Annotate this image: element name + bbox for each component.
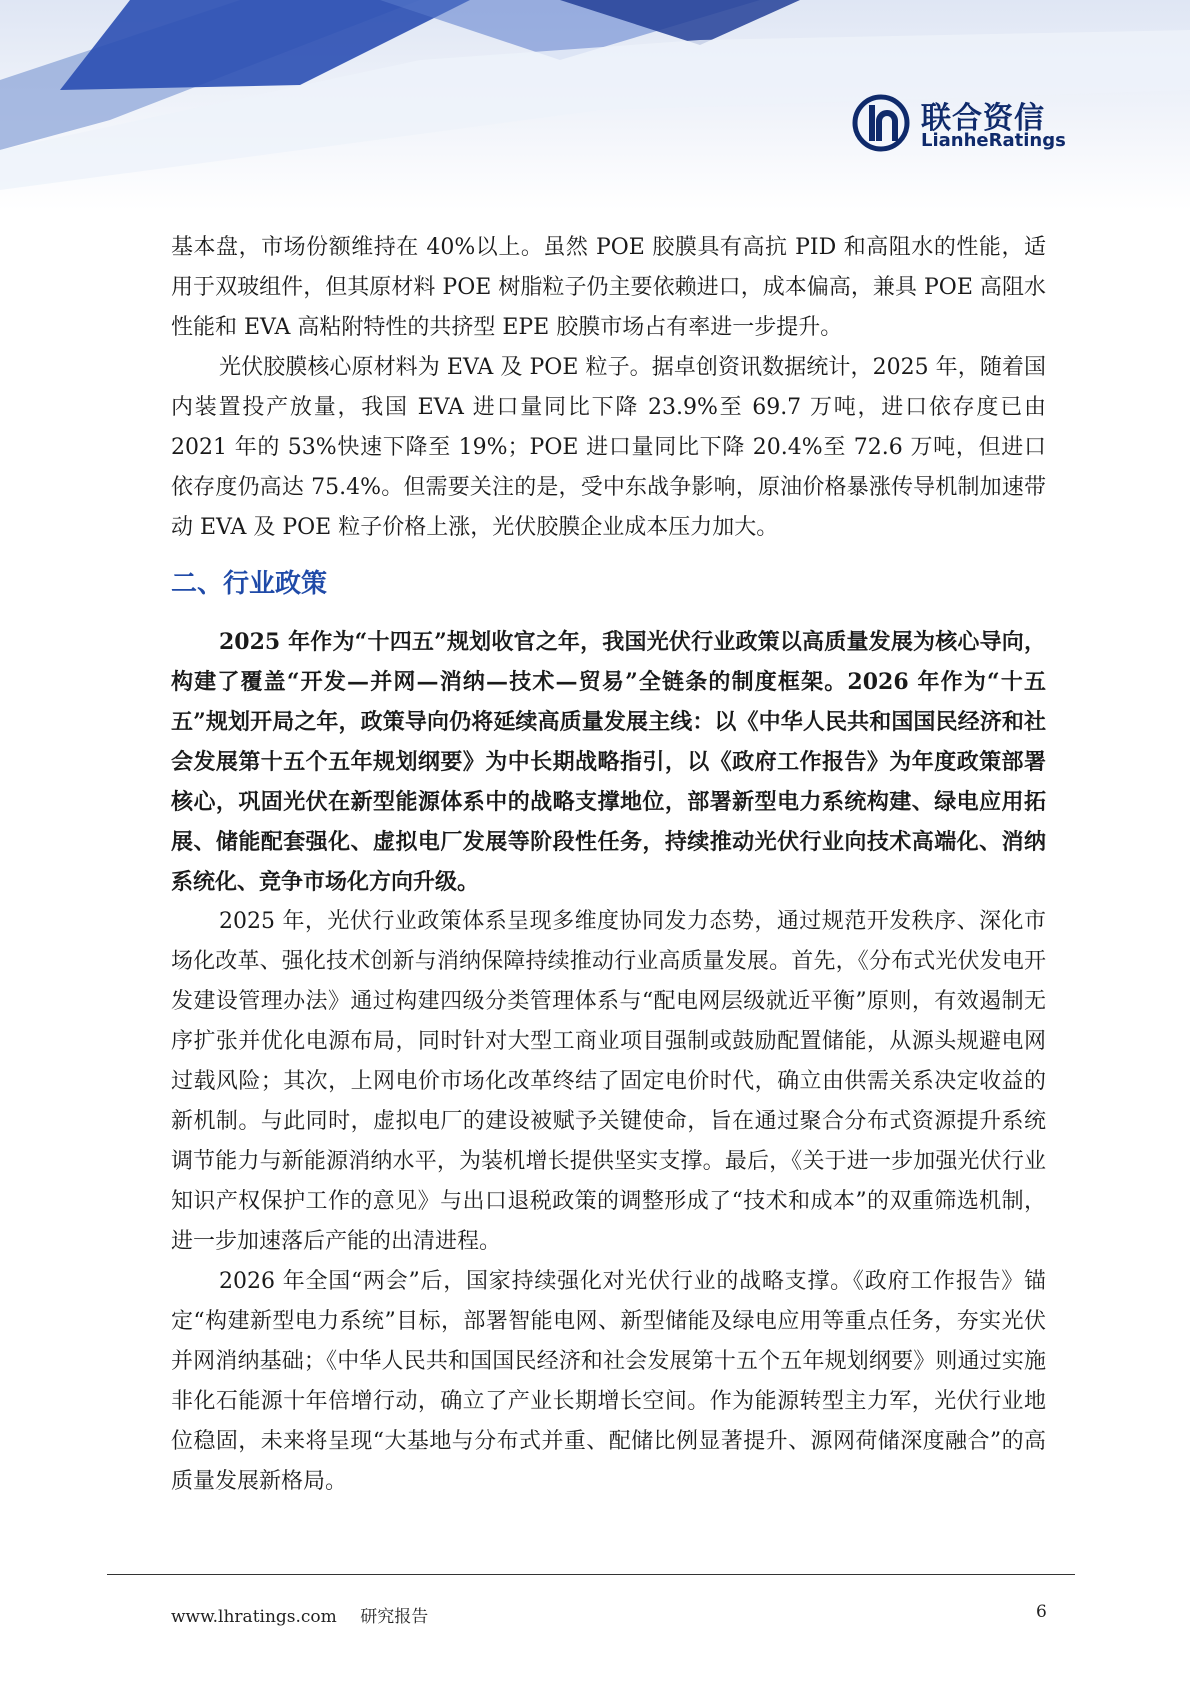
page-number: 6 <box>1036 1602 1047 1622</box>
paragraph-poe-market: 基本盘，市场份额维持在 40%以上。虽然 POE 胶膜具有高抗 PID 和高阻水的性能，适用于双玻组件，但其原材料 POE 树脂粒子仍主要依赖进口，成本偏高，兼具 POE 高阻水性能和 EVA 高粘附特性的共挤型 EPE 胶膜市场占有率进一步提升。 <box>171 235 1046 340</box>
paragraph-raw-materials: 光伏胶膜核心原材料为 EVA 及 POE 粒子。据卓创资讯数据统计，2025 年，随着国内装置投产放量，我国 EVA 进口量同比下降 23.9%至 69.7 万吨，进口依存度已由 2021 年的 53%快速下降至 19%；POE 进口量同比下降 20.4%至 72.6 万吨，但进口依存度仍高达 75.4%。但需要关注的是，受中东战争影响，原油价格暴涨传导机制加速带动 EVA 及 POE 粒子价格上涨，光伏胶膜企业成本压力加大。 <box>171 355 1046 540</box>
logo-english-name: LianheRatings <box>921 130 1066 151</box>
footer-divider <box>107 1574 1075 1575</box>
brand-logo <box>851 93 1066 153</box>
logo-chinese-name: 联合资信 <box>921 101 1045 136</box>
footer-website: www.lhratings.com <box>171 1607 337 1627</box>
section-heading-policy: 二、行业政策 <box>171 569 328 599</box>
paragraph-policy-2026: 2026 年全国“两会”后，国家持续强化对光伏行业的战略支撑。《政府工作报告》锚定“构建新型电力系统”目标，部署智能电网、新型储能及绿电应用等重点任务，夯实光伏并网消纳基础；《中华人民共和国国民经济和社会发展第十五个五年规划纲要》则通过实施非化石能源十年倍增行动，确立了产业长期增长空间。作为能源转型主力军，光伏行业地位稳固，未来将呈现“大基地与分布式并重、配储比例显著提升、源网荷储深度融合”的高质量发展新格局。 <box>171 1269 1046 1494</box>
paragraph-policy-summary: 2025 年作为“十四五”规划收官之年，我国光伏行业政策以高质量发展为核心导向，构建了覆盖“开发—并网—消纳—技术—贸易”全链条的制度框架。2026 年作为“十五五”规划开局之年，政策导向仍将延续高质量发展主线：以《中华人民共和国国民经济和社会发展第十五个五年规划纲要》为中长期战略指引，以《政府工作报告》为年度政策部署核心，巩固光伏在新型能源体系中的战略支撑地位，部署新型电力系统构建、绿电应用拓展、储能配套强化、虚拟电厂发展等阶段性任务，持续推动光伏行业向技术高端化、消纳系统化、竞争市场化方向升级。 <box>171 629 1046 895</box>
paragraph-policy-2025: 2025 年，光伏行业政策体系呈现多维度协同发力态势，通过规范开发秩序、深化市场化改革、强化技术创新与消纳保障持续推动行业高质量发展。首先，《分布式光伏发电开发建设管理办法》通过构建四级分类管理体系与“配电网层级就近平衡”原则，有效遏制无序扩张并优化电源布局，同时针对大型工商业项目强制或鼓励配置储能，从源头规避电网过载风险；其次，上网电价市场化改革终结了固定电价时代，确立由供需关系决定收益的新机制。与此同时，虚拟电厂的建设被赋予关键使命，旨在通过聚合分布式资源提升系统调节能力与新能源消纳水平，为装机增长提供坚实支撑。最后，《关于进一步加强光伏行业知识产权保护工作的意见》与出口退税政策的调整形成了“技术和成本”的双重筛选机制，进一步加速落后产能的出清进程。 <box>171 909 1046 1254</box>
footer-info <box>171 1602 446 1627</box>
report-body <box>171 228 1046 1502</box>
lianhe-logo-icon <box>851 93 911 153</box>
footer-doc-type: 研究报告 <box>360 1607 429 1627</box>
